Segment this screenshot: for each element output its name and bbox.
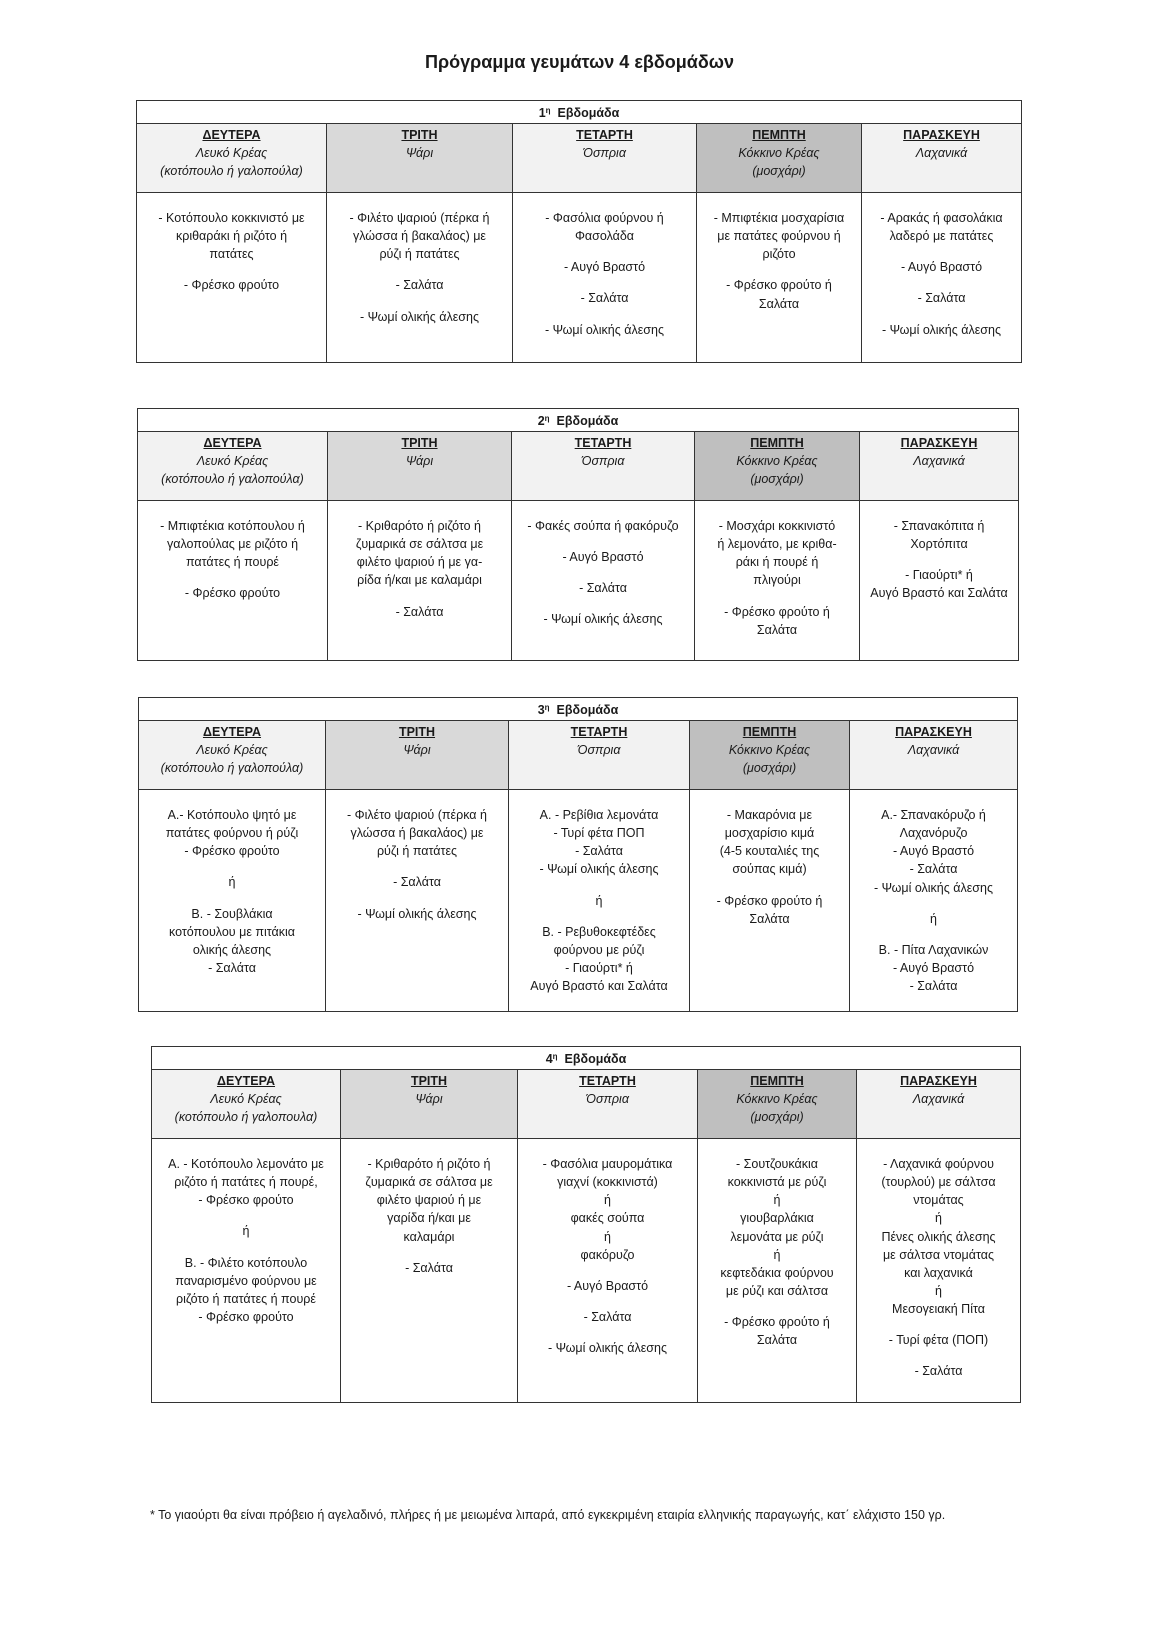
menu-item: - Κοτόπουλο κοκκινιστό με κριθαράκι ή ριζότο ή πατάτες	[158, 211, 305, 262]
menu-item: - Τυρί φέτα (ΠΟΠ)	[888, 1333, 989, 1348]
menu-gap	[156, 1241, 336, 1254]
week-heading: $4^\eta$ Εβδομάδα	[152, 1047, 1021, 1070]
menu-cell-friday	[850, 790, 1018, 1012]
menu-item: - Κριθαρότο ή ριζότο ή ζυμαρικά σε σάλτσα με φιλέτο ψαριού ή με γαρίδα ή/και με καλαμάρι	[365, 1157, 493, 1244]
menu-gap	[345, 1246, 513, 1259]
menu-gap	[522, 1295, 693, 1308]
day-name: ΔΕΥΤΕΡΑ	[216, 1074, 276, 1088]
menu-item: - Σαλάτα	[579, 581, 627, 596]
menu-item: - Ψωμί ολικής άλεσης	[543, 612, 663, 627]
menu-item: - Μακαρόνια με μοσχαρίσιο κιμά (4-5 κουταλιές της σούπας κιμά)	[719, 808, 820, 877]
day-name: ΤΡΙΤΗ	[401, 436, 438, 450]
menu-item: - Αυγό Βραστό	[562, 550, 644, 565]
menu-item: - Γιαούρτι* ή Αυγό Βραστό και Σαλάτα	[870, 568, 1008, 601]
week-heading: $2^\eta$ Εβδομάδα	[138, 409, 1019, 432]
menu-item: Β. - Πίτα Λαχανικών - Αυγό Βραστό - Σαλάτα	[878, 942, 989, 993]
menu-item: - Αρακάς ή φασολάκια λαδερό με πατάτες	[880, 211, 1003, 244]
day-category: Λαχανικά	[912, 1092, 965, 1107]
day-name: ΠΑΡΑΣΚΕΥΗ	[900, 1074, 977, 1088]
week-4-table	[151, 1046, 1021, 1403]
menu-item: - Αυγό Βραστό	[563, 260, 646, 275]
week-1-table	[136, 100, 1022, 363]
day-category: Λευκό Κρέας (κοτόπουλο ή γαλοπούλα)	[160, 146, 303, 179]
menu-cell-monday	[152, 1139, 341, 1403]
day-name: ΠΑΡΑΣΚΕΥΗ	[900, 436, 978, 450]
day-header-monday	[152, 1070, 341, 1139]
day-header-tuesday	[327, 124, 513, 193]
menu-item: - Ψωμί ολικής άλεσης	[548, 1341, 667, 1355]
menu-cell-tuesday	[326, 790, 509, 1012]
menu-gap	[694, 879, 845, 892]
week-2-table	[137, 408, 1019, 661]
day-category: Λευκό Κρέας (κοτόπουλο ή γαλοπουλα)	[174, 1092, 318, 1125]
menu-cell-thursday	[697, 193, 862, 363]
day-category: Όσπρια	[586, 1092, 629, 1107]
menu-cell-wednesday	[513, 193, 697, 363]
menu-item: - Σαλάτα	[395, 604, 444, 619]
day-name: ΔΕΥΤΕΡΑ	[202, 128, 261, 142]
menu-item: - Αυγό Βραστό	[566, 1278, 649, 1293]
menu-item: - Μοσχάρι κοκκινιστό ή λεμονάτο, με κριθα- ράκι ή πουρέ ή πλιγούρι	[717, 519, 837, 588]
menu-gap	[143, 860, 321, 873]
day-name: ΠΑΡΑΣΚΕΥΗ	[903, 128, 980, 142]
day-category: Ψάρι	[415, 1092, 443, 1107]
day-name: ΤΕΤΑΡΤΗ	[579, 1074, 636, 1088]
menu-item: - Κριθαρότο ή ριζότο ή ζυμαρικά σε σάλτσα με φιλέτο ψαριού ή με γα- ρίδα ή/και με καλαμάρι	[355, 519, 484, 588]
menu-item: - Φασόλια φούρνου ή Φασολάδα	[545, 211, 664, 244]
menu-item: Α. - Ρεβίθια λεμονάτα - Τυρί φέτα ΠΟΠ - Σαλάτα - Ψωμί ολικής άλεσης	[539, 808, 659, 877]
menu-gap	[861, 1349, 1016, 1362]
menu-cell-friday	[860, 501, 1019, 661]
day-header-friday	[860, 432, 1019, 501]
menu-gap	[522, 1264, 693, 1277]
day-name: ΔΕΥΤΕΡΑ	[203, 436, 262, 450]
menu-gap	[331, 263, 508, 276]
day-category: Λευκό Κρέας (κοτόπουλο ή γαλοπούλα)	[161, 454, 304, 487]
day-category: Κόκκινο Κρέας (μοσχάρι)	[736, 454, 818, 487]
menu-item: - Σαλάτα	[393, 875, 441, 890]
page-title: Πρόγραμμα γευμάτων 4 εβδομάδων	[425, 52, 734, 72]
day-category: Κόκκινο Κρέας (μοσχάρι)	[738, 146, 820, 179]
menu-cell-friday	[862, 193, 1022, 363]
menu-item: - Φασόλια μαυρομάτικα γιαχνί (κοκκινιστά) ή φακές σούπα ή φακόρυζο	[542, 1157, 673, 1262]
menu-item: - Φακές σούπα ή φακόρυζο	[527, 519, 679, 533]
week-3-table	[138, 697, 1018, 1012]
menu-gap	[156, 1209, 336, 1222]
day-header-monday	[139, 721, 326, 790]
menu-item: ή	[595, 893, 603, 908]
menu-item: - Λαχανικά φούρνου (τουρλού) με σάλτσα ντομάτας ή Πένες ολικής άλεσης με σάλτσα ντομάτας και λαχανικά ή Μεσογειακή Πίτα	[881, 1157, 996, 1316]
menu-gap	[854, 928, 1013, 941]
menu-item: - Φρέσκο φρούτο	[184, 586, 281, 601]
menu-item: - Ψωμί ολικής άλεσης	[882, 322, 1001, 337]
day-header-thursday	[695, 432, 860, 501]
day-header-thursday	[698, 1070, 857, 1139]
menu-item: Β. - Σουβλάκια κοτόπουλου με πιτάκια ολικής άλεσης - Σαλάτα	[168, 906, 296, 975]
day-name: ΠΕΜΠΤΗ	[742, 725, 797, 739]
menu-item: - Μπιφτέκια κοτόπουλου ή γαλοπούλας με ριζότο ή πατάτες ή πουρέ	[160, 519, 305, 570]
day-header-wednesday	[513, 124, 697, 193]
menu-item: - Φρέσκο φρούτο ή Σαλάτα	[726, 278, 832, 311]
day-header-thursday	[697, 124, 862, 193]
menu-item: - Ψωμί ολικής άλεσης	[360, 309, 479, 324]
day-category: Κόκκινο Κρέας (μοσχάρι)	[736, 1092, 818, 1125]
menu-item: - Σαλάτα	[583, 1309, 632, 1324]
menu-gap	[861, 1318, 1016, 1331]
day-header-friday	[857, 1070, 1021, 1139]
day-category: Όσπρια	[577, 743, 621, 758]
day-header-wednesday	[512, 432, 695, 501]
menu-item: ή	[242, 1224, 250, 1239]
menu-gap	[513, 910, 685, 923]
day-header-wednesday	[518, 1070, 698, 1139]
menu-cell-thursday	[690, 790, 850, 1012]
menu-cell-wednesday	[518, 1139, 698, 1403]
menu-item: - Σαλάτα	[405, 1260, 453, 1275]
menu-gap	[866, 245, 1017, 258]
menu-gap	[330, 892, 504, 905]
menu-cell-tuesday	[328, 501, 512, 661]
day-name: ΤΡΙΤΗ	[398, 725, 436, 739]
day-category: Κόκκινο Κρέας (μοσχάρι)	[728, 743, 811, 776]
menu-cell-monday	[138, 501, 328, 661]
menu-item: Α.- Κοτόπουλο ψητό με πατάτες φούρνου ή ρύζι - Φρέσκο φρούτο	[165, 808, 299, 859]
day-header-monday	[138, 432, 328, 501]
menu-item: - Ψωμί ολικής άλεσης	[357, 906, 477, 921]
menu-cell-monday	[137, 193, 327, 363]
day-category: Ψάρι	[403, 743, 431, 758]
day-category: Ψάρι	[405, 146, 434, 161]
menu-item: Β. - Φιλέτο κοτόπουλο παναρισμένο φούρνου με ριζότο ή πατάτες ή πουρέ - Φρέσκο φρούτο	[175, 1255, 317, 1324]
day-category: Λευκό Κρέας (κοτόπουλο ή γαλοπούλα)	[160, 743, 304, 776]
menu-item: - Φρέσκο φρούτο ή Σαλάτα	[724, 604, 830, 637]
day-header-tuesday	[328, 432, 512, 501]
menu-cell-thursday	[695, 501, 860, 661]
day-header-friday	[850, 721, 1018, 790]
menu-gap	[864, 553, 1014, 566]
day-header-tuesday	[326, 721, 509, 790]
menu-gap	[516, 566, 690, 579]
menu-gap	[866, 276, 1017, 289]
menu-gap	[332, 590, 507, 603]
menu-gap	[142, 571, 323, 584]
menu-item: - Φιλέτο ψαριού (πέρκα ή γλώσσα ή βακαλάος) με ρύζι ή πατάτες	[347, 808, 487, 859]
menu-item: Α. - Κοτόπουλο λεμονάτο με ριζότο ή πατάτες ή πουρέ, - Φρέσκο φρούτο	[168, 1157, 324, 1208]
menu-item: - Σαλάτα	[580, 291, 629, 306]
menu-item: - Φιλέτο ψαριού (πέρκα ή γλώσσα ή βακαλάος) με ρύζι ή πατάτες	[349, 211, 490, 262]
menu-item: - Μπιφτέκια μοσχαρίσια με πατάτες φούρνου ή ριζότο	[713, 211, 845, 262]
menu-item: - Σπανακόπιτα ή Χορτόπιτα	[893, 519, 985, 552]
menu-gap	[701, 263, 857, 276]
menu-gap	[143, 892, 321, 905]
day-category: Λαχανικά	[913, 454, 965, 469]
menu-item: Β. - Ρεβυθοκεφτέδες φούρνου με ρύζι - Γιαούρτι* ή Αυγό Βραστό και Σαλάτα	[530, 924, 668, 993]
menu-item: - Ψωμί ολικής άλεσης	[545, 322, 664, 337]
menu-cell-tuesday	[341, 1139, 518, 1403]
menu-cell-wednesday	[509, 790, 690, 1012]
menu-item: - Φρέσκο φρούτο	[183, 278, 280, 293]
menu-gap	[330, 860, 504, 873]
day-name: ΔΕΥΤΕΡΑ	[202, 725, 262, 739]
menu-item: - Σαλάτα	[917, 291, 966, 306]
menu-gap	[331, 295, 508, 308]
menu-gap	[517, 276, 692, 289]
menu-gap	[702, 1300, 852, 1313]
menu-item: - Σουτζουκάκια κοκκινιστά με ρύζι ή γιουβαρλάκια λεμονάτα με ρύζι ή κεφτεδάκια φούρνου με ρύζι και σάλτσα	[720, 1157, 834, 1298]
day-name: ΠΑΡΑΣΚΕΥΗ	[895, 725, 972, 739]
day-category: Λαχανικά	[915, 146, 968, 161]
week-heading: $3^\eta$ Εβδομάδα	[139, 698, 1018, 721]
day-header-monday	[137, 124, 327, 193]
menu-item: - Σαλάτα	[395, 278, 444, 293]
menu-gap	[699, 590, 855, 603]
day-header-wednesday	[509, 721, 690, 790]
menu-cell-wednesday	[512, 501, 695, 661]
day-name: ΤΡΙΤΗ	[401, 128, 438, 142]
menu-gap	[513, 879, 685, 892]
menu-item: - Φρέσκο φρούτο ή Σαλάτα	[724, 1315, 830, 1348]
day-header-thursday	[690, 721, 850, 790]
footnote: * Το γιαούρτι θα είναι πρόβειο ή αγελαδινό, πλήρες ή με μειωμένα λιπαρά, από εγκεκριμένη εταιρία ελληνικής παραγωγής, κατ΄ ελάχιστο 150 γρ.	[150, 1508, 946, 1522]
week-heading: $1^\eta$ Εβδομάδα	[137, 101, 1022, 124]
menu-item: Α.- Σπανακόρυζο ή Λαχανόρυζο - Αυγό Βραστό - Σαλάτα - Ψωμί ολικής άλεσης	[874, 808, 993, 895]
day-name: ΤΕΤΑΡΤΗ	[574, 436, 632, 450]
menu-cell-thursday	[698, 1139, 857, 1403]
menu-item: - Φρέσκο φρούτο ή Σαλάτα	[716, 893, 823, 926]
day-name: ΤΕΤΑΡΤΗ	[576, 128, 633, 142]
day-category: Όσπρια	[581, 454, 625, 469]
menu-item: ή	[228, 875, 236, 890]
day-header-tuesday	[341, 1070, 518, 1139]
menu-cell-friday	[857, 1139, 1021, 1403]
menu-gap	[517, 245, 692, 258]
day-category: Όσπρια	[583, 146, 626, 161]
menu-gap	[141, 263, 322, 276]
day-name: ΠΕΜΠΤΗ	[750, 436, 804, 450]
day-name: ΤΡΙΤΗ	[410, 1074, 448, 1088]
day-header-friday	[862, 124, 1022, 193]
day-category: Λαχανικά	[907, 743, 960, 758]
menu-gap	[516, 535, 690, 548]
day-category: Ψάρι	[405, 454, 434, 469]
menu-item: - Σαλάτα	[914, 1364, 963, 1379]
day-name: ΠΕΜΠΤΗ	[752, 128, 806, 142]
menu-item: - Αυγό Βραστό	[900, 260, 983, 275]
menu-gap	[522, 1326, 693, 1339]
menu-cell-monday	[139, 790, 326, 1012]
menu-gap	[516, 597, 690, 610]
menu-cell-tuesday	[327, 193, 513, 363]
menu-item: ή	[930, 911, 937, 926]
menu-gap	[866, 308, 1017, 321]
day-name: ΤΕΤΑΡΤΗ	[570, 725, 628, 739]
menu-gap	[517, 308, 692, 321]
day-name: ΠΕΜΠΤΗ	[750, 1074, 804, 1088]
menu-gap	[854, 897, 1013, 910]
